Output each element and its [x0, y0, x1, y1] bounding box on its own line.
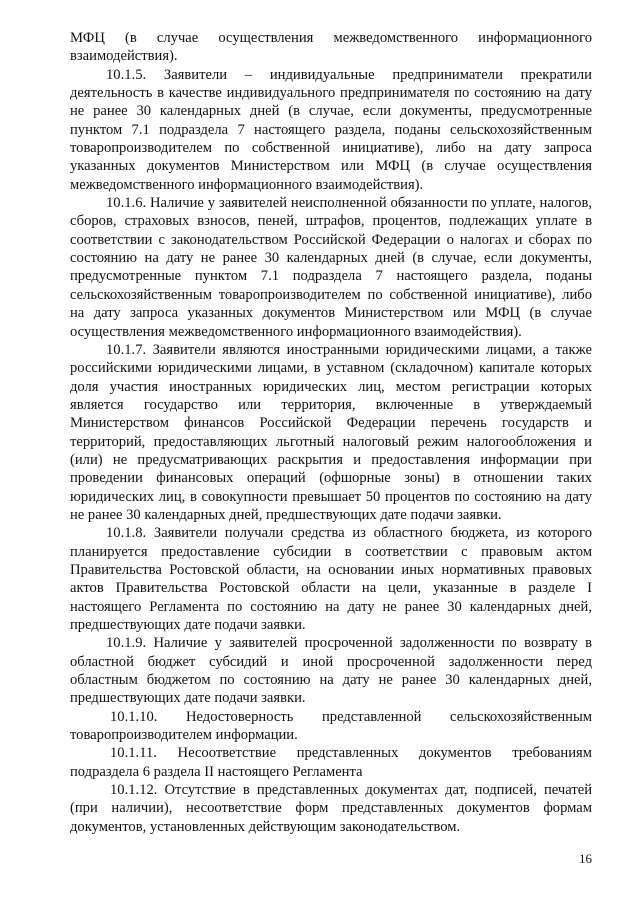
paragraph-10-1-5: 10.1.5. Заявители – индивидуальные предприниматели прекратили деятельность в качестве индивидуального предпринимателя по состоянию на дату не ранее 30 календарных дней (в случае, если документы, предусмотренные пунктом 7.1 подраздела 7 настоящего раздела, поданы сельскохозяйственным товаропроизводителем по собственной инициативе), либо на дату запроса указанных документов Министерством или МФЦ (в случае осуществления межведомственного информационного взаимодействия).: [70, 66, 592, 193]
paragraph-10-1-9: 10.1.9. Наличие у заявителей просроченной задолженности по возврату в областной бюджет субсидий и иной просроченной задолженности перед областным бюджетом по состоянию на дату не ранее 30 календарных дней, предшествующих дате подачи заявки.: [70, 635, 592, 707]
paragraph-10-1-11: 10.1.11. Несоответствие представленных документов требованиям подраздела 6 раздела II настоящего Регламента: [70, 745, 592, 780]
paragraph-continuation: МФЦ (в случае осуществления межведомственного информационного взаимодействия).: [70, 30, 592, 65]
paragraph-10-1-10: 10.1.10. Недостоверность представленной сельскохозяйственным товаропроизводителем информации.: [70, 708, 592, 744]
paragraph-10-1-6: 10.1.6. Наличие у заявителей неисполненной обязанности по уплате, налогов, сборов, страховых взносов, пеней, штрафов, процентов, подлежащих уплате в соответствии с законодательством Российской Федерации о налогах и сборах по состоянию на дату не ранее 30 календарных дней (в случае, если документы, предусмотренные пунктом 7.1 подраздела 7 настоящего раздела, поданы сельскохозяйственным товаропроизводителем по собственной инициативе), либо на дату запроса указанных документов Министерством или МФЦ (в случае осуществления межведомственного информационного взаимодействия).: [70, 195, 592, 340]
paragraph-10-1-12: 10.1.12. Отсутствие в представленных документах дат, подписей, печатей (при наличии), несоответствие форм представленных документов формам документов, установленных действующим законодательством.: [70, 782, 592, 835]
document-body: [70, 29, 592, 836]
paragraph-10-1-7: 10.1.7. Заявители являются иностранными юридическими лицами, а также российскими юридическими лицами, в уставном (складочном) капитале которых доля участия иностранных юридических лиц, местом регистрации которых является государство или территория, включенные в утверждаемый Министерством финансов Российской Федерации перечень государств и территорий, предоставляющих льготный налоговый режим налогообложения и (или) не предусматривающих раскрытия и предоставления информации при проведении финансовых операций (офшорные зоны) в отношении таких юридических лиц, в совокупности превышает 50 процентов по состоянию на дату не ранее 30 календарных дней, предшествующих дате подачи заявки.: [70, 341, 592, 523]
paragraph-10-1-8: 10.1.8. Заявители получали средства из областного бюджета, из которого планируется предоставление субсидии в соответствии с правовым актом Правительства Ростовской области, на основании иных нормативных правовых актов Правительства Ростовской области на цели, указанные в разделе I настоящего Регламента по состоянию на дату не ранее 30 календарных дней, предшествующих дате подачи заявки.: [70, 525, 592, 633]
page-number: 16: [579, 851, 592, 866]
